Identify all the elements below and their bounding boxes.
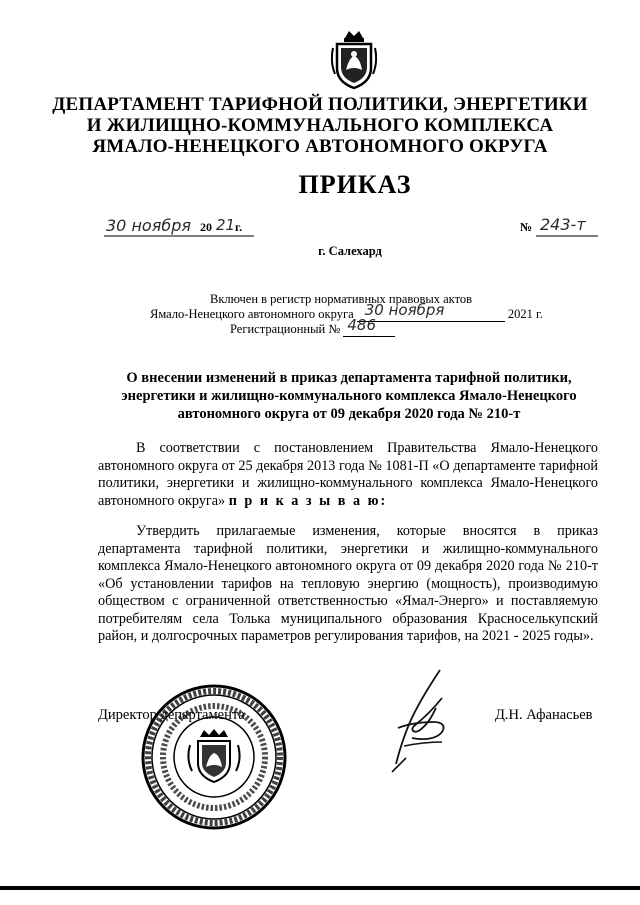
city: г. Салехард (318, 244, 382, 258)
order-action: п р и к а з ы в а ю: (228, 492, 388, 509)
coat-of-arms-icon (331, 28, 377, 90)
order-title: О внесении изменений в приказ департамента тарифной политики, энергетики и жилищно-коммунального комплекса Ямало-Ненецкого автономного округа от 09 декабря 2020 года № 210-т (121, 370, 577, 422)
date-handwritten: 30 ноября (106, 216, 191, 235)
registry-number-handwritten: 486 (347, 316, 377, 334)
preamble-text: В соответствии с постановлением Правительства Ямало-Ненецкого автономного округа от 25 декабря 2013 года № 1081-П «О департаменте тарифной политики, энергетики и жилищно-коммунального комплекса Ямало-Ненецкого автономного округа» (98, 440, 598, 509)
year-suffix: г. (235, 220, 243, 234)
order-number (520, 215, 598, 238)
registry-line-2-prefix: Ямало-Ненецкого автономного округа (150, 307, 354, 321)
registry-line-1: Включен в регистр нормативных правовых актов (210, 292, 473, 306)
registry-date-handwritten: 30 ноября (364, 301, 445, 319)
official-seal-icon (140, 683, 288, 831)
year-printed: 20 (200, 220, 212, 234)
department-line-1: ДЕПАРТАМЕНТ ТАРИФНОЙ ПОЛИТИКИ, ЭНЕРГЕТИКИ (52, 94, 588, 115)
number-label: № (520, 220, 533, 234)
operative-paragraph: Утвердить прилагаемые изменения, которые вносятся в приказ департамента тарифной политики, энергетики и жилищно-коммунального комплекса Ямало-Ненецкого автономного округа от 09 декабря 2020 года № 210-т «Об установлении тарифов на тепловую энергию (мощность), производимую обществом с ограниченной ответственностью «Ямал-Энерго» и поставляемую потребителям села Толька муниципального образования Красноселькупский район, и долгосрочных параметров регулирования тарифов, на 2021 - 2025 годы». (98, 523, 598, 644)
registry-number-prefix: Регистрационный № (230, 322, 341, 336)
registry-block (150, 292, 560, 337)
department-line-3: ЯМАЛО-НЕНЕЦКОГО АВТОНОМНОГО ОКРУГА (92, 136, 548, 157)
department-line-2: И ЖИЛИЩНО-КОММУНАЛЬНОГО КОМПЛЕКСА (86, 115, 554, 136)
year-handwritten: 21 (216, 216, 236, 234)
bottom-border (0, 886, 640, 890)
document-type: ПРИКАЗ (298, 170, 412, 199)
registry-year: 2021 г. (507, 307, 543, 321)
number-handwritten: 243-т (540, 215, 586, 234)
preamble-paragraph (98, 440, 598, 510)
order-date (104, 218, 254, 238)
signatory-name: Д.Н. Афанасьев (495, 707, 593, 723)
signatory-position: Директор департамента (98, 707, 245, 723)
handwritten-signature-icon (384, 668, 456, 776)
registry-date-blank (357, 301, 505, 322)
registry-line-3 (150, 316, 560, 337)
date-underline (104, 235, 254, 238)
registry-number-blank (343, 316, 395, 337)
department-name (0, 94, 640, 157)
number-underline (536, 235, 598, 238)
